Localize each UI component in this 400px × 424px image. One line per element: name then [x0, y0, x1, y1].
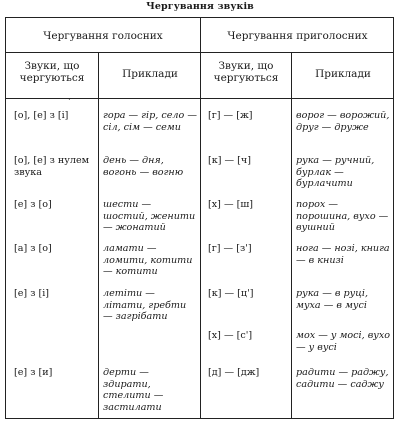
- row-divider-header: [5, 98, 394, 99]
- table-row: гора — гір, село — сіл, сім — семи: [103, 110, 197, 133]
- table-row: [о], [е] з [і]: [14, 110, 69, 121]
- table-row: порох — порошина, вухо — вушний: [296, 199, 389, 233]
- table-row: [х] — [с']: [208, 330, 253, 341]
- table-row: [х] — [ш]: [208, 199, 253, 210]
- table-row: [е] з [о]: [14, 199, 52, 210]
- col-divider-1: [98, 52, 99, 419]
- col-divider-3: [291, 52, 292, 419]
- group-header-vowels: Чергування голосних: [43, 30, 163, 42]
- table-row: шести — шостий, женити — жонатий: [103, 199, 196, 233]
- col-header-vowel-examples: Приклади: [122, 68, 178, 80]
- col-header-consonant-examples: Приклади: [315, 68, 371, 80]
- row-divider-groups: [5, 52, 394, 53]
- table-row: [а] з [о]: [14, 243, 52, 254]
- table-row: [г] — [з']: [208, 243, 252, 254]
- table-row: [д] — [дж]: [208, 367, 260, 378]
- table-row: рука — в руці, муха — в мусі: [296, 288, 368, 311]
- table-row: [е] з [і]: [14, 288, 50, 299]
- table-row: [к] — [ч]: [208, 155, 252, 166]
- table-row: ворог — ворожий, друг — друже: [296, 110, 390, 133]
- table-row: нога — нозі, книга — в книзі: [296, 243, 390, 266]
- table-row: день — дня, вогонь — вогню: [103, 155, 184, 178]
- stray-mark: ˊ: [67, 99, 72, 109]
- table-row: [о], [е] з нулем звука: [14, 155, 90, 178]
- col-header-consonant-sounds: Звуки, що чергуються: [213, 60, 279, 84]
- col-divider-2: [200, 17, 201, 419]
- table-row: летіти — літати, гребти — загрібати: [103, 288, 187, 322]
- table-row: [к] — [ц']: [208, 288, 254, 299]
- table-row: ламати — ломити, котити — котити: [103, 243, 193, 277]
- table-row: [е] з [и]: [14, 367, 53, 378]
- table-row: рука — ручний, бурлак — бурлачити: [296, 155, 375, 189]
- table-row: дерти — здирати, стелити — застилати: [103, 367, 164, 413]
- table-row: радити — раджу, садити — саджу: [296, 367, 389, 390]
- group-header-consonants: Чергування приголосних: [227, 30, 368, 42]
- table-row: мох — у мосі, вухо — у вусі: [296, 330, 391, 353]
- col-header-vowel-sounds: Звуки, що чергуються: [19, 60, 85, 84]
- page-title: Чергування звуків: [146, 1, 254, 12]
- table-row: [г] — [ж]: [208, 110, 253, 121]
